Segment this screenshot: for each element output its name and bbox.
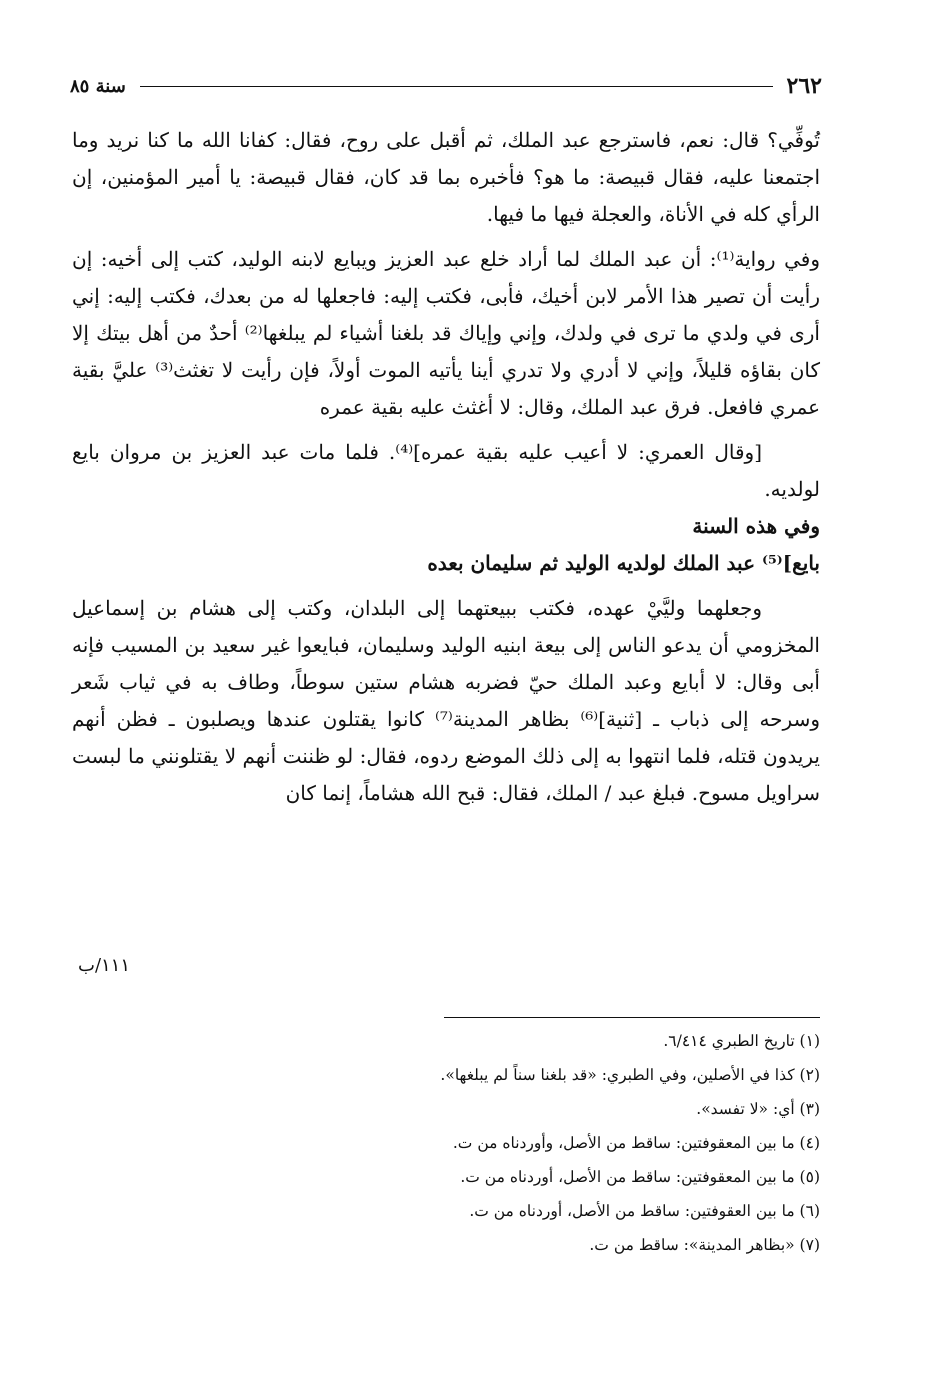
footnote-2: (٢) كذا في الأصلين، وفي الطبري: «قد بلغنا سناً لم يبلغها». <box>440 1066 820 1084</box>
margin-folio-note: ١١١/ب <box>78 955 131 976</box>
footnote-5: (٥) ما بين المعقوفتين: ساقط من الأصل، أوردناه من ت. <box>460 1168 820 1186</box>
footnote-4: (٤) ما بين المعقوفتين: ساقط من الأصل، وأوردناه من ت. <box>452 1134 820 1152</box>
page-number: ٢٦٢ <box>786 73 822 99</box>
footnote-7: (٧) «بظاهر المدينة»: ساقط من ت. <box>589 1236 820 1254</box>
footnote-3: (٣) أي: «لا تفسد». <box>696 1100 820 1118</box>
footnote-1: (١) تاريخ الطبري ٦/٤١٤. <box>663 1032 820 1050</box>
main-text <box>72 122 820 812</box>
footnote-6: (٦) ما بين العقوفتين: ساقط من الأصل، أوردناه من ت. <box>469 1202 820 1220</box>
header-rule <box>140 86 773 87</box>
paragraph-1: تُوفِّي؟ قال: نعم، فاسترجع عبد الملك، ثم أقبل على روح، فقال: كفانا الله ما كنا نريد وما اجتمعنا عليه، فقال قبيصة: ما هو؟ فأخبره بما قد كان، فقال قبيصة: يا أمير المؤمنين، إن الرأي كله في الأناة، والعجلة فيها ما فيها. <box>72 128 820 226</box>
paragraph-3: [وقال العمري: لا أعيب عليه بقية عمره]⁽⁴⁾. فلما مات عبد العزيز بن مروان بايع لولديه. <box>72 440 820 501</box>
paragraph-4: وجعلهما وليَّيْ عهده، فكتب ببيعتهما إلى البلدان، وكتب إلى هشام بن إسماعيل المخزومي أن يدعو الناس إلى بيعة ابنيه الوليد وسليمان، فبايعوا غير سعيد بن المسيب فإنه أبى وقال: لا أبايع وعبد الملك حيّ فضربه هشام ستين سوطاً، وطاف به في ثياب شَعر وسرحه إلى ذباب ـ [ثنية]⁽⁶⁾ بظاهر المدينة⁽⁷⁾ كانوا يقتلون عندها ويصلبون ـ فظن أنهم يريدون قتله، فلما انتهوا به إلى ذلك الموضع ردوه، فقال: لو ظننت أنهم لا يقتلونني ما لبست سراويل مسوح. فبلغ عبد / الملك، فقال: قبح الله هشاماً، إنما كان <box>72 596 820 805</box>
footnotes <box>380 1024 820 1262</box>
paragraph-2: وفي رواية⁽¹⁾: أن عبد الملك لما أراد خلع عبد العزيز ويبايع لابنه الوليد، كتب إلى أخيه: إن رأيت أن تصير هذا الأمر لابن أخيك، فأبى، فكتب إليه: فاجعلها له من بعدك، فكتب إليه: إني أرى في ولدي ما ترى في ولدك، وإني وإياك قد بلغنا أشياء لم يبلغها⁽²⁾ أحدٌ من أهل بيتك إلا كان بقاؤه قليلاً، وإني لا أدري ولا تدري أينا يأتيه الموت أولاً، فإن رأيت لا تغثث⁽³⁾ عليَّ بقية عمري فافعل. فرق عبد الملك، وقال: لا أغثث عليه بقية عمره <box>72 247 821 419</box>
section-heading-2: بايع]⁽⁵⁾ عبد الملك لولديه الوليد ثم سليمان بعده <box>427 551 820 575</box>
footnote-separator <box>444 1017 820 1018</box>
page-header <box>70 68 822 104</box>
section-heading-1: وفي هذه السنة <box>692 514 820 538</box>
year-label: سنة ٨٥ <box>70 75 126 97</box>
